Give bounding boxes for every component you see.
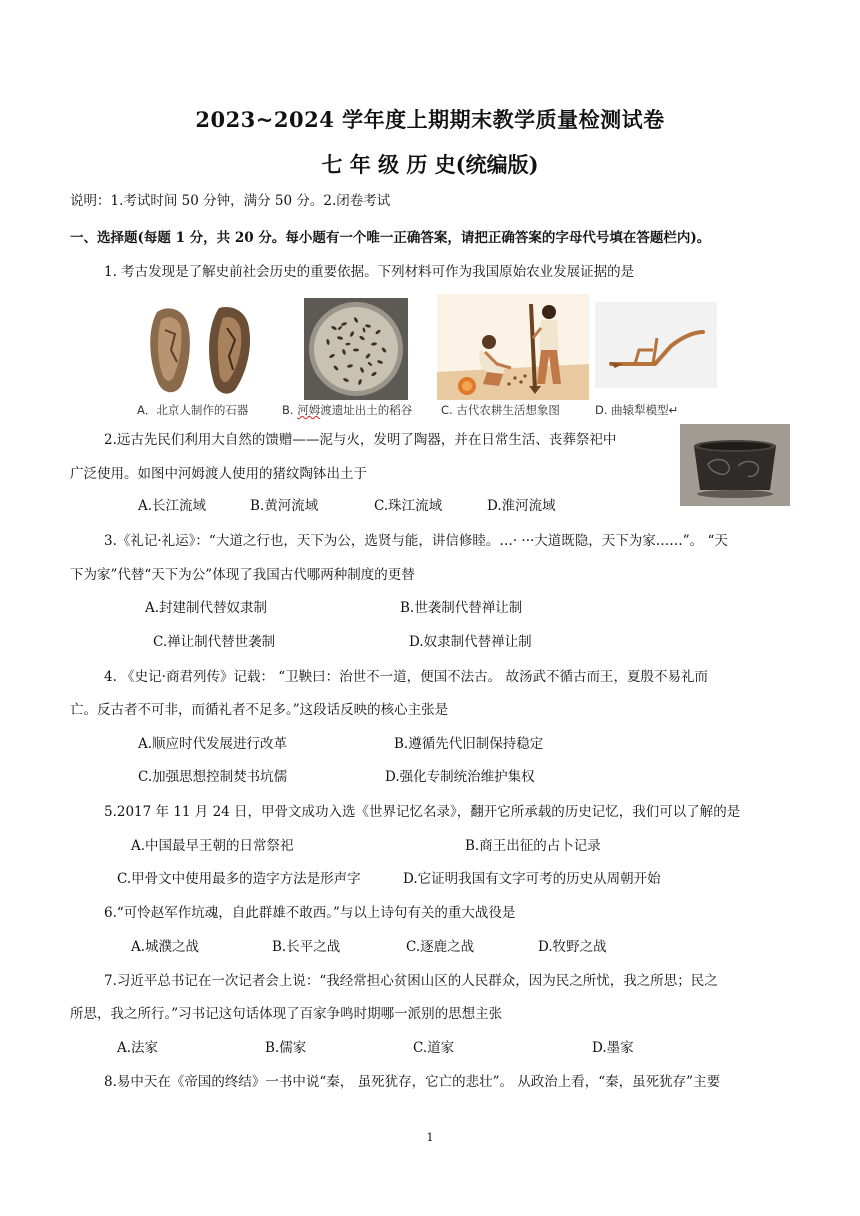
question-3-option-c: C.禅让制代替世袭制 — [153, 634, 276, 650]
pottery-bowl-image — [680, 424, 790, 506]
question-5-option-a: A.中国最早王朝的日常祭祀 — [131, 838, 294, 854]
question-7-line-2: 所思，我之所行。”习书记这句话体现了百家争鸣时期哪一派别的思想主张 — [70, 1006, 503, 1022]
page-number: 1 — [426, 1131, 434, 1144]
question-2-line-2: 广泛使用。如图中河姆渡人使用的猪纹陶钵出土于 — [70, 466, 367, 482]
question-6-option-c: C.逐鹿之战 — [406, 939, 475, 955]
question-4-option-c: C.加强思想控制焚书坑儒 — [138, 769, 288, 785]
question-5-line-1: 5.2017 年 11 月 24 日，甲骨文成功入选《世界记忆名录》，翻开它所承载的历史记忆，我们可以了解的是 — [104, 804, 741, 820]
question-6-option-b: B.长平之战 — [272, 939, 341, 955]
exam-title: 2023~2024 学年度上期期末教学质量检测试卷 — [195, 107, 665, 132]
option-d-caption: D. 曲辕犁模型↵ — [595, 403, 679, 417]
question-7-option-c: C.道家 — [413, 1040, 455, 1056]
question-2-option-b: B.黄河流域 — [250, 498, 319, 514]
plow-model-image — [595, 302, 717, 388]
question-5-option-c: C.甲骨文中使用最多的造字方法是形声字 — [117, 871, 361, 887]
question-5-option-b: B.商王出征的占卜记录 — [465, 838, 601, 854]
stone-tool-image — [135, 300, 275, 400]
question-4-option-b: B.遵循先代旧制保持稳定 — [394, 736, 544, 752]
question-7-line-1: 7.习近平总书记在一次记者会上说：“我经常担心贫困山区的人民群众，因为民之所忧，我之所思；民之 — [104, 973, 718, 989]
option-c-caption: C. 古代农耕生活想象图 — [441, 403, 560, 417]
question-1-stem: 1. 考古发现是了解史前社会历史的重要依据。下列材料可作为我国原始农业发展证据的是 — [104, 264, 635, 280]
question-4-option-a: A.顺应时代发展进行改革 — [138, 736, 288, 752]
question-6-line-1: 6.“可怜赵军作坑魂，自此群雄不敢西。”与以上诗句有关的重大战役是 — [104, 905, 516, 921]
question-4-line-1: 4. 《史记·商君列传》记载： “卫鞅曰：治世不一道，便国不法古。 故汤武不循古而王，夏殷不易礼而 — [104, 669, 708, 685]
exam-subtitle: 七 年 级 历 史(统编版) — [321, 152, 539, 177]
option-a-caption: A．北京人制作的石器 — [137, 403, 249, 417]
question-3-line-2: 下为家”代替“天下为公”体现了我国古代哪两种制度的更替 — [70, 567, 415, 583]
farming-illustration-image — [437, 294, 589, 400]
question-8-line-1: 8.易中天在《帝国的终结》一书中说“秦， 虽死犹存，它亡的悲壮”。 从政治上看，“秦，虽死犹存”主要 — [104, 1074, 721, 1090]
question-4-line-2: 亡。反古者不可非，而循礼者不足多。”这段话反映的核心主张是 — [70, 702, 449, 718]
question-3-option-a: A.封建制代替奴隶制 — [145, 600, 268, 616]
question-2-option-c: C.珠江流域 — [374, 498, 443, 514]
exam-instructions: 说明：1.考试时间 50 分钟，满分 50 分。2.闭卷考试 — [70, 193, 391, 209]
question-3-line-1: 3.《礼记·礼运》：“大道之行也，天下为公，选贤与能，讲信修睦。…· ···大道既隐，天下为家……”。 “天 — [104, 533, 728, 549]
question-2-option-d: D.淮河流域 — [487, 498, 556, 514]
question-3-option-d: D.奴隶制代替禅让制 — [409, 634, 532, 650]
option-b-caption: B. 河姆渡遗址出土的稻谷 — [282, 403, 413, 417]
question-5-option-d: D.它证明我国有文字可考的历史从周朝开始 — [403, 871, 661, 887]
question-7-option-b: B.儒家 — [265, 1040, 307, 1056]
rice-grains-image — [304, 298, 408, 400]
question-2-option-a: A.长江流域 — [138, 498, 207, 514]
question-7-option-d: D.墨家 — [592, 1040, 634, 1056]
question-6-option-a: A.城濮之战 — [131, 939, 200, 955]
question-6-option-d: D.牧野之战 — [538, 939, 607, 955]
question-7-option-a: A.法家 — [117, 1040, 159, 1056]
section-heading: 一、选择题(每题 1 分，共 20 分。每小题有一个唯一正确答案，请把正确答案的字母代号填在答题栏内)。 — [70, 230, 711, 246]
question-3-option-b: B.世袭制代替禅让制 — [400, 600, 523, 616]
question-2-line-1: 2.远古先民们利用大自然的馈赠——泥与火，发明了陶器，并在日常生活、丧葬祭祀中 — [104, 432, 617, 448]
question-4-option-d: D.强化专制统治维护集权 — [385, 769, 535, 785]
